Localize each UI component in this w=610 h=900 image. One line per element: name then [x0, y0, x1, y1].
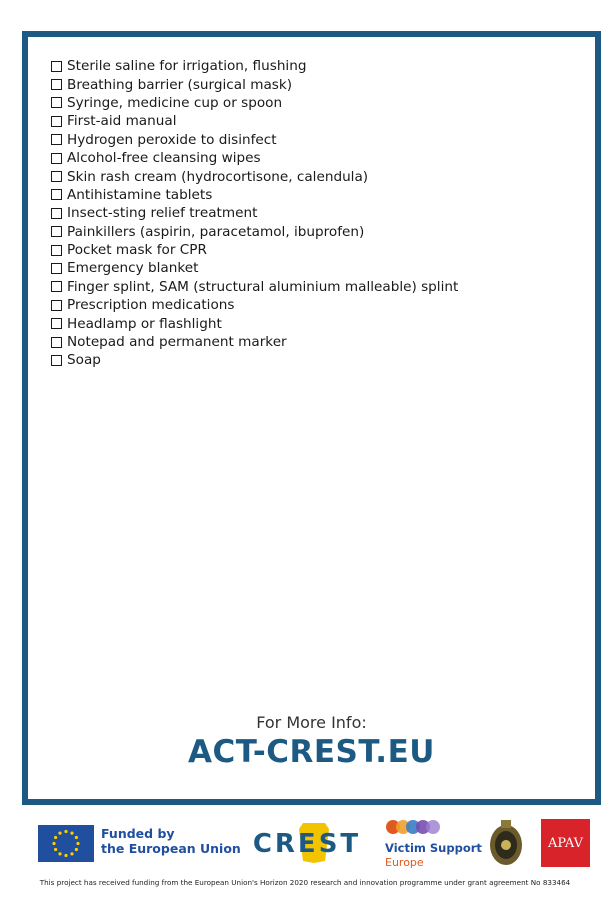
checklist-item-label: Syringe, medicine cup or spoon: [67, 94, 283, 111]
checkbox-icon[interactable]: [51, 263, 62, 274]
checkbox-icon[interactable]: [51, 153, 62, 164]
funding-note: This project has received funding from the European Union's Horizon 2020 research and innovation programme under grant agreement No 833464: [39, 878, 571, 887]
checkbox-icon[interactable]: [51, 171, 62, 182]
eu-funding-text: [101, 826, 241, 856]
eu-star-icon: [75, 848, 78, 851]
checklist-item[interactable]: [51, 94, 458, 112]
vse-line1: Victim Support: [385, 841, 482, 855]
checklist-item[interactable]: [51, 278, 458, 296]
checklist-item-label: Alcohol-free cleansing wipes: [67, 150, 261, 167]
checklist-item[interactable]: [51, 296, 458, 314]
checklist-item-label: Emergency blanket: [67, 260, 199, 277]
checklist-item-label: Sterile saline for irrigation, flushing: [67, 58, 307, 75]
eu-star-icon: [64, 854, 67, 857]
checkbox-icon[interactable]: [51, 79, 62, 90]
checkbox-icon[interactable]: [51, 208, 62, 219]
checkbox-icon[interactable]: [51, 281, 62, 292]
checklist-item[interactable]: [51, 204, 458, 222]
checklist-item-label: Prescription medications: [67, 297, 235, 314]
crest-logo-text: CREST: [252, 829, 362, 859]
partner-logos: [0, 815, 610, 875]
checkbox-icon[interactable]: [51, 97, 62, 108]
checklist-item-label: Insect-sting relief treatment: [67, 205, 258, 222]
checklist-item[interactable]: [51, 259, 458, 277]
checklist-item[interactable]: [51, 167, 458, 185]
checkbox-icon[interactable]: [51, 318, 62, 329]
checklist-item[interactable]: [51, 57, 458, 75]
checklist-item-label: Soap: [67, 352, 101, 369]
checklist-item[interactable]: [51, 112, 458, 130]
checklist-item-label: Notepad and permanent marker: [67, 334, 287, 351]
first-aid-checklist: [51, 57, 458, 370]
apav-logo: APAV: [541, 819, 590, 867]
vse-line2: Europe: [385, 856, 424, 869]
checklist-item-label: Antihistamine tablets: [67, 186, 213, 203]
checklist-item-label: Hydrogen peroxide to disinfect: [67, 131, 277, 148]
eu-star-icon: [58, 852, 61, 855]
checkbox-icon[interactable]: [51, 355, 62, 366]
checkbox-icon[interactable]: [51, 245, 62, 256]
eu-star-icon: [64, 830, 67, 833]
checkbox-icon[interactable]: [51, 189, 62, 200]
eu-star-icon: [76, 842, 79, 845]
checkbox-icon[interactable]: [51, 134, 62, 145]
checklist-item[interactable]: [51, 241, 458, 259]
eu-star-icon: [58, 832, 61, 835]
checkbox-icon[interactable]: [51, 226, 62, 237]
checklist-item-label: Headlamp or flashlight: [67, 315, 222, 332]
checklist-item-label: Skin rash cream (hydrocortisone, calendula): [67, 168, 369, 185]
eu-funding-line2: the European Union: [101, 841, 241, 856]
checkbox-icon[interactable]: [51, 116, 62, 127]
police-emblem-icon: [487, 818, 525, 872]
eu-star-icon: [54, 848, 57, 851]
checkbox-icon[interactable]: [51, 300, 62, 311]
crest-logo: [245, 821, 370, 867]
victim-support-europe-logo: [385, 819, 482, 869]
checklist-item-label: Painkillers (aspirin, paracetamol, ibuprofen): [67, 223, 365, 240]
eu-funding-line1: Funded by: [101, 826, 175, 841]
eu-flag-icon: [38, 825, 94, 862]
checklist-item[interactable]: [51, 314, 458, 332]
checklist-item[interactable]: [51, 333, 458, 351]
checklist-item-label: First-aid manual: [67, 113, 177, 130]
checklist-item[interactable]: [51, 75, 458, 93]
checklist-item[interactable]: [51, 149, 458, 167]
checkbox-icon[interactable]: [51, 61, 62, 72]
eu-star-icon: [75, 836, 78, 839]
checklist-item[interactable]: [51, 223, 458, 241]
vse-circles-icon: [385, 819, 445, 837]
checklist-item-label: Pocket mask for CPR: [67, 242, 207, 259]
content-frame: [22, 31, 601, 805]
more-info-url[interactable]: ACT-CREST.EU: [188, 734, 435, 770]
checkbox-icon[interactable]: [51, 337, 62, 348]
eu-star-icon: [54, 836, 57, 839]
eu-star-icon: [70, 852, 73, 855]
checklist-item[interactable]: [51, 186, 458, 204]
checklist-item-label: Breathing barrier (surgical mask): [67, 76, 293, 93]
checklist-item-label: Finger splint, SAM (structural aluminium malleable) splint: [67, 278, 459, 295]
eu-star-icon: [52, 842, 55, 845]
more-info-label: For More Info:: [256, 713, 367, 732]
checklist-item[interactable]: [51, 351, 458, 369]
checklist-item[interactable]: [51, 131, 458, 149]
eu-star-icon: [70, 832, 73, 835]
